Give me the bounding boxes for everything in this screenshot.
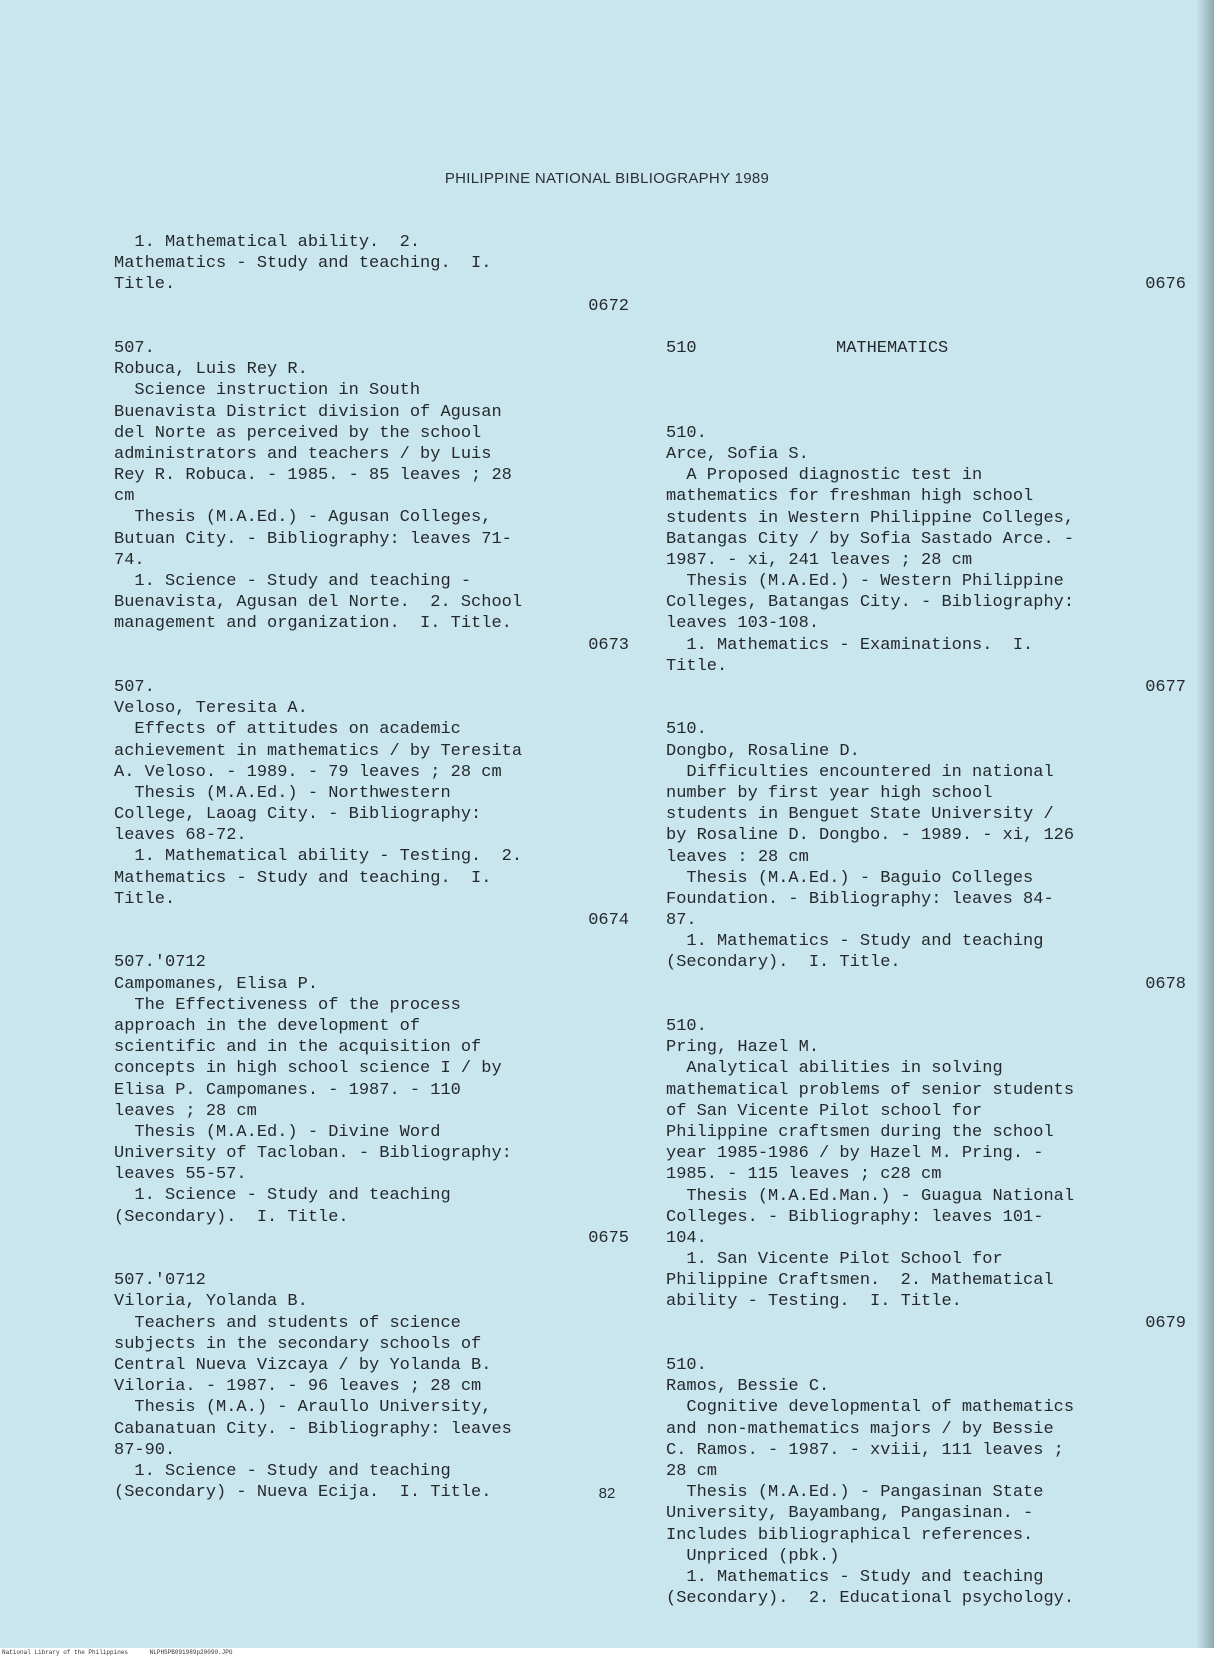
text-line: 1. Mathematical ability - Testing. 2.	[114, 847, 523, 867]
text-line: cm	[114, 487, 135, 507]
text-line: Thesis (M.A.Ed.) - Pangasinan State	[666, 1483, 1044, 1503]
text-line: leaves ; 28 cm	[114, 1101, 257, 1121]
text-line: Unpriced (pbk.)	[666, 1546, 840, 1566]
text-line: 510.	[666, 1356, 707, 1376]
text-line: Cabanatuan City. - Bibliography: leaves	[114, 1419, 512, 1439]
text-line: A. Veloso. - 1989. - 79 leaves ; 28 cm	[114, 762, 502, 782]
entry-number: 0675	[588, 1228, 629, 1248]
text-line: Thesis (M.A.Ed.) - Divine Word	[114, 1122, 441, 1142]
text-line: (Secondary). I. Title.	[114, 1207, 349, 1227]
text-line: (Secondary). I. Title.	[666, 953, 901, 973]
text-line: Central Nueva Vizcaya / by Yolanda B.	[114, 1355, 492, 1375]
text-line: 1. San Vicente Pilot School for	[666, 1250, 1003, 1270]
text-line	[666, 698, 1186, 719]
text-line: Viloria. - 1987. - 96 leaves ; 28 cm	[114, 1377, 482, 1397]
text-line: Thesis (M.A.Ed.) - Baguio Colleges	[666, 868, 1034, 888]
text-line: by Rosaline D. Dongbo. - 1989. - xi, 126	[666, 826, 1075, 846]
text-line: 1. Science - Study and teaching	[114, 1461, 451, 1481]
right-entries	[666, 402, 1186, 1610]
text-line: students in Western Philippine Colleges,	[666, 508, 1075, 528]
text-line: Rey R. Robuca. - 1985. - 85 leaves ; 28	[114, 466, 512, 486]
text-line: Analytical abilities in solving	[666, 1059, 1003, 1079]
text-line: Elisa P. Campomanes. - 1987. - 110	[114, 1080, 461, 1100]
text-line: leaves 55-57.	[114, 1165, 247, 1185]
text-line: subjects in the secondary schools of	[114, 1334, 482, 1354]
text-line	[114, 317, 629, 338]
text-line: Veloso, Teresita A.	[114, 699, 308, 719]
text-line: Title.	[114, 275, 176, 295]
text-line: Effects of attitudes on academic	[114, 720, 461, 740]
text-line	[114, 1249, 629, 1270]
text-line	[114, 656, 629, 677]
text-line: Thesis (M.A.Ed.Man.) - Guagua National	[666, 1186, 1075, 1206]
right-column	[666, 232, 1186, 1630]
page-number: 82	[598, 1485, 616, 1502]
text-line: del Norte as perceived by the school	[114, 423, 482, 443]
text-line	[666, 1334, 1186, 1355]
text-line: management and organization. I. Title.	[114, 614, 512, 634]
text-line: Philippine Craftsmen. 2. Mathematical	[666, 1271, 1054, 1291]
text-line: 510.	[666, 423, 707, 443]
text-line: The Effectiveness of the process	[114, 995, 461, 1015]
text-line: 104.	[666, 1228, 707, 1248]
text-line: 1. Mathematical ability. 2.	[114, 233, 421, 252]
text-line: Thesis (M.A.Ed.) - Western Philippine	[666, 572, 1064, 592]
text-line: 507.	[114, 677, 155, 697]
text-line	[666, 995, 1186, 1016]
text-line: 1. Science - Study and teaching -	[114, 572, 472, 591]
text-line: Philippine craftsmen during the school	[666, 1122, 1054, 1142]
footer-library: National Library of the Philippines	[2, 1649, 129, 1656]
text-line: approach in the development of	[114, 1016, 421, 1036]
text-line: number by first year high school	[666, 783, 993, 803]
text-line: ability - Testing. I. Title.	[666, 1292, 962, 1312]
text-line: 1. Mathematics - Examinations. I.	[666, 635, 1034, 655]
text-line: Mathematics - Study and teaching. I.	[114, 868, 492, 888]
text-line: Campomanes, Elisa P.	[114, 974, 319, 994]
entry-number: 0679	[1145, 1313, 1186, 1333]
text-line: of San Vicente Pilot school for	[666, 1101, 983, 1121]
text-line: administrators and teachers / by Luis	[114, 444, 492, 464]
text-line: 87-90.	[114, 1440, 176, 1460]
text-line: Viloria, Yolanda B.	[114, 1292, 308, 1312]
scan-footer	[0, 1648, 1214, 1658]
text-line: University, Bayambang, Pangasinan. -	[666, 1504, 1034, 1524]
entry-number: 0674	[588, 911, 629, 930]
text-line: Cognitive developmental of mathematics	[666, 1398, 1075, 1418]
text-line: 87.	[666, 911, 697, 931]
text-line: leaves 68-72.	[114, 826, 247, 846]
text-line: 1987. - xi, 241 leaves ; 28 cm	[666, 550, 973, 570]
text-line: Butuan City. - Bibliography: leaves 71-	[114, 529, 512, 549]
text-line: Mathematics - Study and teaching. I.	[114, 254, 492, 274]
text-line: Thesis (M.A.Ed.) - Agusan Colleges,	[114, 508, 492, 528]
text-line: (Secondary). 2. Educational psychology.	[666, 1589, 1075, 1609]
entry-number: 0676	[1145, 275, 1186, 295]
text-line: (Secondary) - Nueva Ecija. I. Title.	[114, 1483, 492, 1503]
text-line: Science instruction in South	[114, 381, 421, 401]
text-line: Ramos, Bessie C.	[666, 1377, 830, 1397]
text-line: 510.	[666, 720, 707, 740]
text-line: 507.'0712	[114, 953, 206, 973]
text-line: students in Benguet State University /	[666, 805, 1054, 825]
text-line: 1. Mathematics - Study and teaching	[666, 1567, 1044, 1587]
text-line: Buenavista District division of Agusan	[114, 402, 502, 422]
text-line: Difficulties encountered in national	[666, 762, 1054, 782]
left-column	[114, 232, 629, 1503]
section-subject: MATHEMATICS	[836, 339, 949, 358]
text-line: 74.	[114, 550, 145, 570]
text-line: Includes bibliographical references.	[666, 1525, 1034, 1545]
text-line: 507.	[114, 338, 155, 358]
text-line	[666, 402, 1186, 423]
entry-number: 0672	[588, 296, 629, 316]
text-line: Colleges, Batangas City. - Bibliography:	[666, 593, 1075, 613]
text-line: scientific and in the acquisition of	[114, 1038, 482, 1058]
text-line: Foundation. - Bibliography: leaves 84-	[666, 889, 1054, 909]
section-code: 510	[666, 339, 697, 358]
text-line: and non-mathematics majors / by Bessie	[666, 1419, 1054, 1439]
entry-number: 0678	[1145, 974, 1186, 994]
text-line	[114, 931, 629, 952]
page-edge-shadow	[1196, 0, 1214, 1658]
text-line: Title.	[114, 889, 176, 909]
text-line: C. Ramos. - 1987. - xviii, 111 leaves ;	[666, 1440, 1064, 1460]
running-head: PHILIPPINE NATIONAL BIBLIOGRAPHY 1989	[444, 170, 770, 187]
text-line: Pring, Hazel M.	[666, 1038, 820, 1058]
text-line: Batangas City / by Sofia Sastado Arce. -	[666, 529, 1075, 549]
text-line: mathematical problems of senior students	[666, 1080, 1075, 1100]
text-line: Title.	[666, 656, 728, 676]
text-line: Arce, Sofia S.	[666, 444, 809, 464]
text-line: year 1985-1986 / by Hazel M. Pring. -	[666, 1144, 1044, 1164]
text-line: mathematics for freshman high school	[666, 487, 1034, 507]
text-line: 1. Science - Study and teaching	[114, 1186, 451, 1206]
text-line: 1. Mathematics - Study and teaching	[666, 932, 1044, 952]
text-line: University of Tacloban. - Bibliography:	[114, 1144, 512, 1164]
text-line: 28 cm	[666, 1461, 718, 1481]
text-line: Robuca, Luis Rey R.	[114, 360, 308, 380]
text-line: Thesis (M.A.) - Araullo University,	[114, 1398, 492, 1418]
text-line: leaves 103-108.	[666, 614, 820, 634]
text-line: Colleges. - Bibliography: leaves 101-	[666, 1207, 1044, 1227]
text-line: Dongbo, Rosaline D.	[666, 741, 860, 761]
text-line: Buenavista, Agusan del Norte. 2. School	[114, 593, 523, 613]
entry-number: 0673	[588, 635, 629, 655]
section-heading	[666, 338, 1186, 359]
text-line: achievement in mathematics / by Teresita	[114, 741, 523, 761]
text-line: 510.	[666, 1017, 707, 1037]
text-line: 1985. - 115 leaves ; c28 cm	[666, 1165, 942, 1185]
text-line: concepts in high school science I / by	[114, 1059, 502, 1079]
text-line: Thesis (M.A.Ed.) - Northwestern	[114, 783, 451, 803]
text-line: College, Laoag City. - Bibliography:	[114, 805, 482, 825]
footer-file: NLPHSPB091989p20090.JPG	[149, 1649, 233, 1656]
text-line: 507.'0712	[114, 1271, 206, 1291]
entry-number: 0677	[1145, 678, 1186, 698]
text-line: Teachers and students of science	[114, 1313, 461, 1333]
text-line: A Proposed diagnostic test in	[666, 466, 983, 486]
text-line: leaves : 28 cm	[666, 847, 809, 867]
